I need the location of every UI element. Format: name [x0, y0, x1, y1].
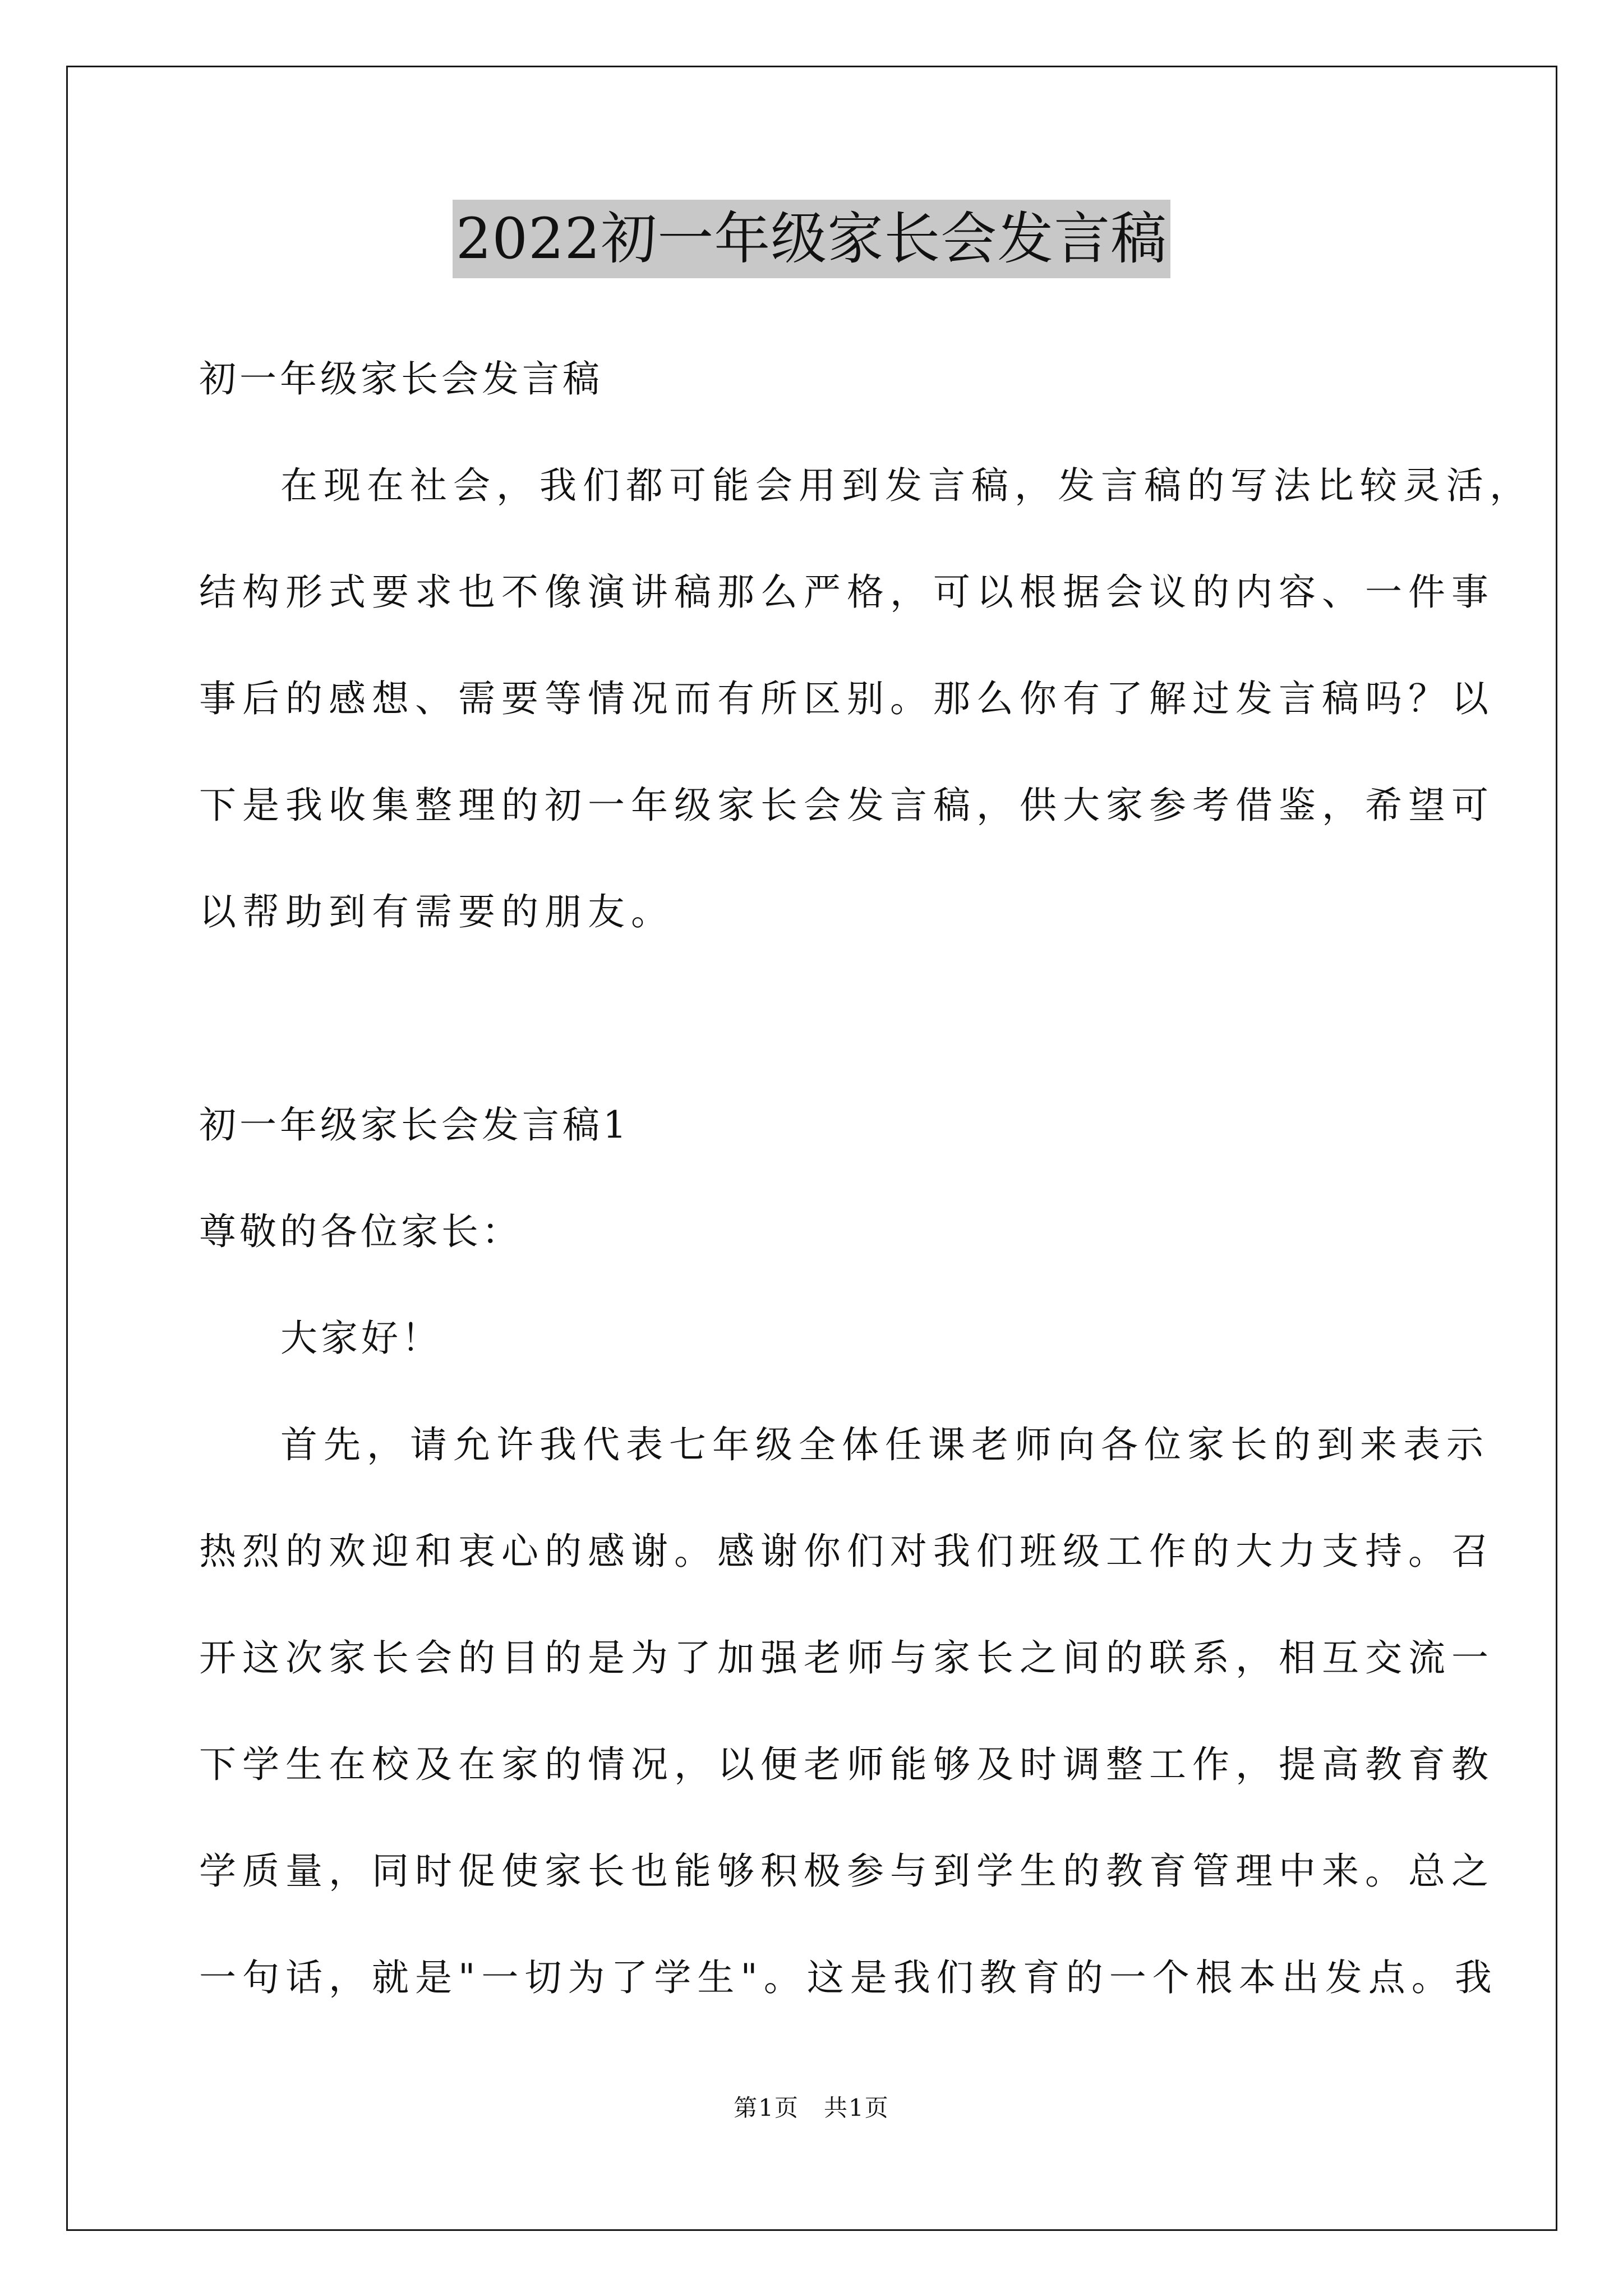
body-paragraph-line: 学质量，同时促使家长也能够积极参与到学生的教育管理中来。总之 — [199, 1849, 1495, 1893]
body-paragraph-line: 下学生在校及在家的情况，以便老师能够及时调整工作，提高教育教 — [199, 1743, 1495, 1786]
body-paragraph-line: 热烈的欢迎和衷心的感谢。感谢你们对我们班级工作的大力支持。召 — [199, 1530, 1495, 1573]
intro-paragraph-line: 以帮助到有需要的朋友。 — [199, 890, 674, 933]
document-title: 2022初一年级家长会发言稿 — [453, 200, 1171, 278]
greeting: 大家好！ — [280, 1317, 442, 1360]
salutation: 尊敬的各位家长： — [199, 1210, 522, 1253]
title-container — [0, 200, 1623, 278]
body-paragraph-line: 一句话，就是"一切为了学生"。这是我们教育的一个根本出发点。我 — [199, 1956, 1498, 1999]
intro-paragraph-line: 结构形式要求也不像演讲稿那么严格，可以根据会议的内容、一件事 — [199, 570, 1495, 614]
intro-paragraph-line: 下是我收集整理的初一年级家长会发言稿，供大家参考借鉴，希望可 — [199, 784, 1495, 827]
intro-paragraph-line: 在现在社会，我们都可能会用到发言稿，发言稿的写法比较灵活， — [280, 464, 1533, 507]
body-paragraph-line: 开这次家长会的目的是为了加强老师与家长之间的联系，相互交流一 — [199, 1636, 1495, 1680]
document-subtitle: 初一年级家长会发言稿 — [199, 357, 603, 401]
page-footer: 第1页 共1页 — [734, 2094, 889, 2122]
body-paragraph-line: 首先，请允许我代表七年级全体任课老师向各位家长的到来表示 — [280, 1423, 1490, 1466]
section-heading: 初一年级家长会发言稿1 — [199, 1103, 630, 1147]
intro-paragraph-line: 事后的感想、需要等情况而有所区别。那么你有了解过发言稿吗？以 — [199, 677, 1495, 720]
